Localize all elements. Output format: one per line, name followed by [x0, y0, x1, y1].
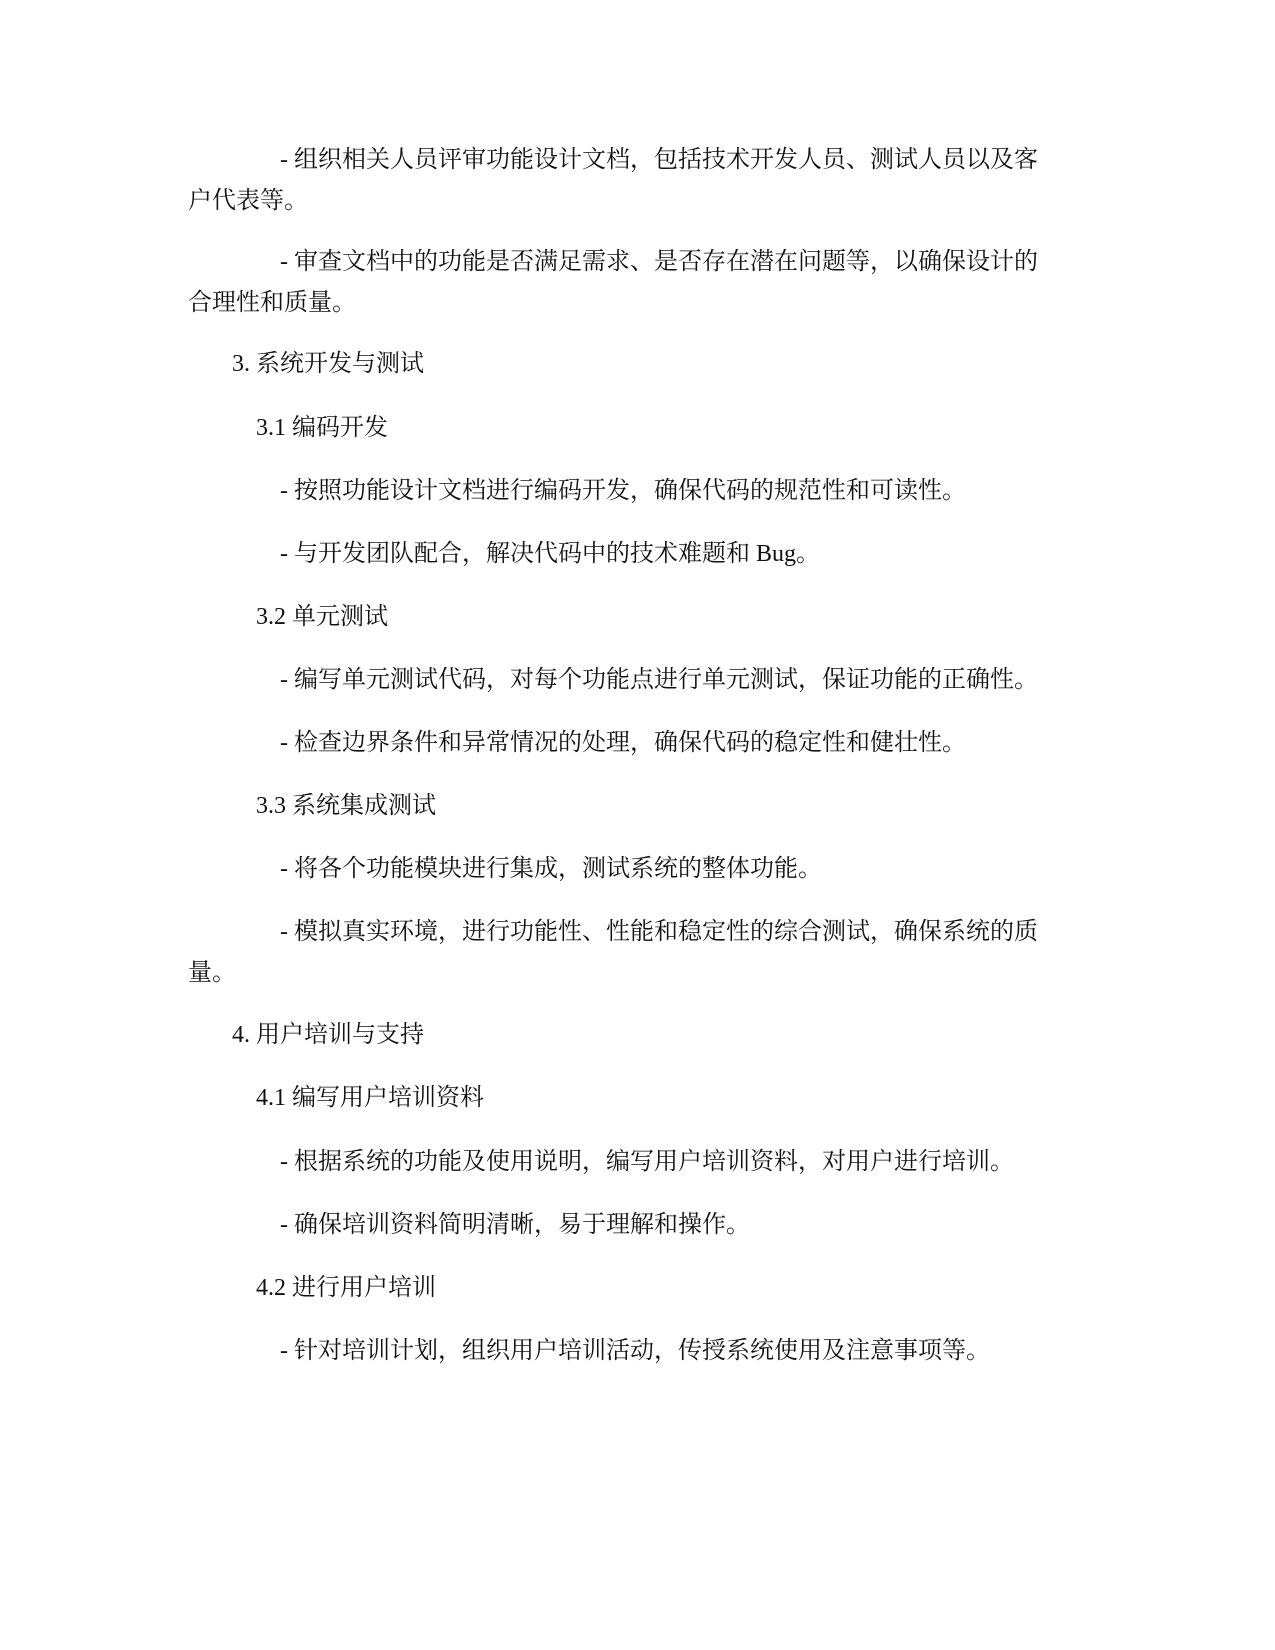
paragraph-review-participants: - 组织相关人员评审功能设计文档，包括技术开发人员、测试人员以及客 — [280, 147, 1038, 173]
section-heading-3: 3. 系统开发与测试 — [232, 351, 424, 377]
paragraph-unit-test-write: - 编写单元测试代码，对每个功能点进行单元测试，保证功能的正确性。 — [280, 667, 1038, 693]
paragraph-simulation: - 模拟真实环境，进行功能性、性能和稳定性的综合测试，确保系统的质 — [280, 919, 1038, 945]
paragraph-training-clarity: - 确保培训资料简明清晰，易于理解和操作。 — [280, 1212, 750, 1238]
subsection-heading-3-3: 3.3 系统集成测试 — [256, 793, 436, 819]
paragraph-training-material: - 根据系统的功能及使用说明，编写用户培训资料，对用户进行培训。 — [280, 1149, 1014, 1175]
subsection-heading-3-2: 3.2 单元测试 — [256, 604, 388, 630]
subsection-heading-4-2: 4.2 进行用户培训 — [256, 1275, 436, 1301]
paragraph-integration: - 将各个功能模块进行集成，测试系统的整体功能。 — [280, 856, 822, 882]
paragraph-review-participants-cont: 户代表等。 — [188, 188, 308, 214]
paragraph-coding-standards: - 按照功能设计文档进行编码开发，确保代码的规范性和可读性。 — [280, 478, 966, 504]
paragraph-coding-team: - 与开发团队配合，解决代码中的技术难题和 Bug。 — [280, 541, 820, 567]
paragraph-training-activity: - 针对培训计划，组织用户培训活动，传授系统使用及注意事项等。 — [280, 1338, 990, 1364]
subsection-heading-3-1: 3.1 编码开发 — [256, 415, 388, 441]
paragraph-simulation-cont: 量。 — [188, 960, 236, 986]
section-heading-4: 4. 用户培训与支持 — [232, 1022, 424, 1048]
paragraph-review-check: - 审查文档中的功能是否满足需求、是否存在潜在问题等，以确保设计的 — [280, 249, 1038, 275]
paragraph-review-check-cont: 合理性和质量。 — [188, 290, 356, 316]
subsection-heading-4-1: 4.1 编写用户培训资料 — [256, 1085, 484, 1111]
paragraph-unit-test-boundary: - 检查边界条件和异常情况的处理，确保代码的稳定性和健壮性。 — [280, 730, 966, 756]
